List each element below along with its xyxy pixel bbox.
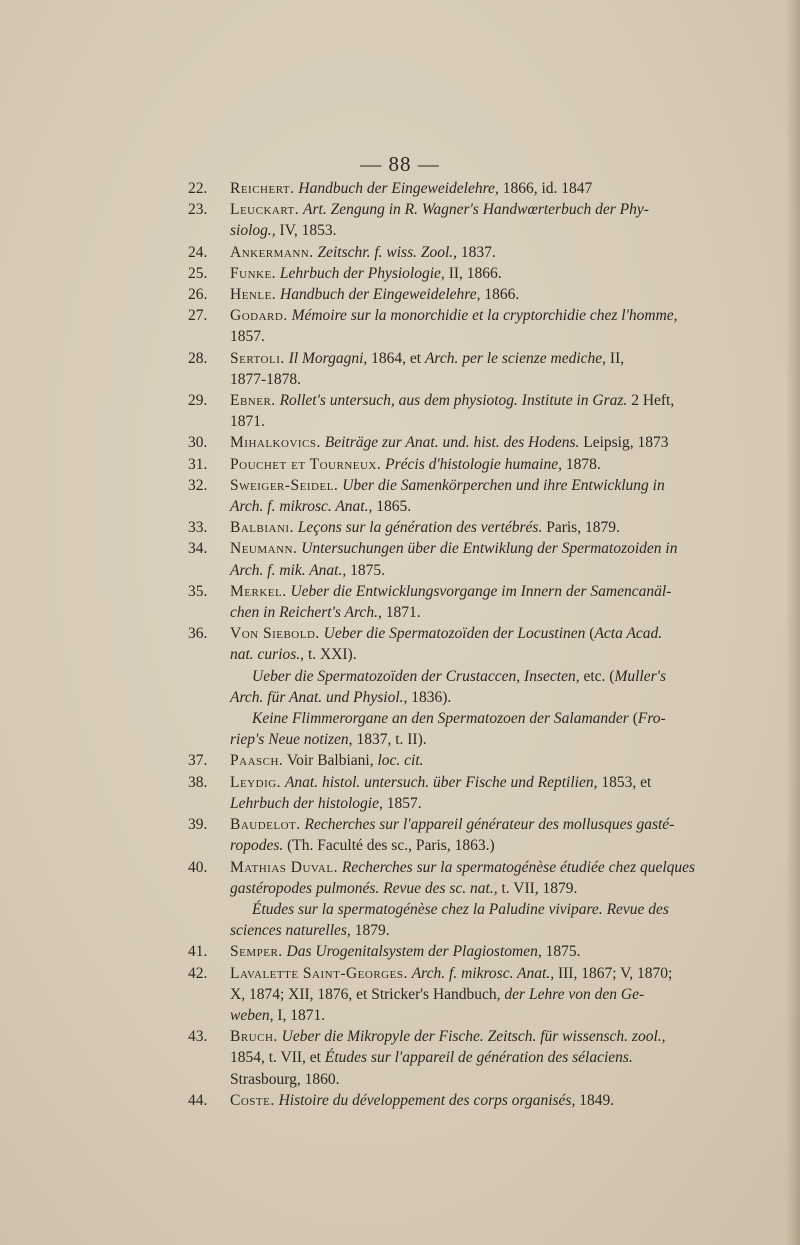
entry-publication: 1875. [346, 561, 385, 579]
entry-title: nat. curios., [230, 646, 305, 664]
entry-number: 42. [188, 964, 208, 982]
entry-title: chen in Reichert's Arch., [230, 604, 382, 622]
entry-publication: 1878. [561, 455, 601, 473]
entry-continuation-line [230, 878, 788, 899]
entry-title: Uber die Samenkörperchen und ihre Entwicklung in [342, 476, 665, 494]
bibliography-entry [188, 772, 788, 814]
entry-continuation-line [230, 220, 788, 241]
entry-title: Anat. histol. untersuch. über Fische und Reptilien, [284, 773, 598, 791]
entry-title: Muller's [614, 667, 666, 685]
entry-number: 36. [188, 625, 208, 643]
entry-publication: Voir Balbiani, [286, 752, 378, 770]
entry-title: Lehrbuch der Physiologie, [279, 264, 445, 282]
bibliography-entry [188, 432, 788, 453]
entry-publication: Leipsig, 1873 [579, 434, 669, 452]
entry-continuation-line [230, 602, 788, 623]
entry-line [230, 305, 788, 326]
entry-number: 22. [188, 180, 208, 197]
entry-title: Précis d'histologie humaine, [385, 455, 562, 473]
entry-author: Semper. [230, 943, 283, 961]
entry-title: siolog., [230, 222, 276, 240]
entry-author: Pouchet et Tourneux. [230, 455, 382, 473]
entry-line [230, 242, 788, 263]
entry-title: Arch. f. mik. Anat., [230, 561, 347, 579]
entry-publication: ( [585, 625, 595, 643]
entry-title: Études sur l'appareil de génération des sélaciens. [324, 1049, 633, 1067]
bibliography-entry [188, 178, 788, 199]
entry-title: Handbuch der Eingeweidelehre, [298, 180, 499, 197]
entry-number: 35. [188, 582, 208, 600]
bibliography-entry [188, 623, 788, 750]
bibliography-list [188, 178, 788, 1111]
entry-author: Sertoli. [230, 349, 285, 367]
entry-title: weben, [230, 1006, 274, 1024]
entry-continuation-line [230, 687, 788, 708]
entry-publication: 1836). [407, 688, 452, 706]
entry-title: Recherches sur l'appareil générateur des mollusques gasté- [304, 816, 675, 834]
bibliography-entry [188, 581, 788, 623]
entry-line [230, 963, 788, 984]
entry-publication: 1875. [541, 943, 581, 961]
entry-line [230, 263, 788, 284]
entry-publication: t. VII, 1879. [497, 879, 578, 897]
entry-title: Fro- [637, 710, 666, 728]
entry-title: loc. cit. [377, 752, 424, 770]
bibliography-entry [188, 814, 788, 856]
entry-line [230, 623, 788, 644]
entry-title: Arch. f. mikrosc. Anat., [230, 498, 373, 516]
entry-author: Coste. [230, 1091, 275, 1109]
entry-author: Henle. [230, 286, 277, 304]
entry-publication: 1866, id. 1847 [498, 180, 593, 197]
entry-number: 44. [188, 1091, 208, 1109]
entry-author: Ebner. [230, 392, 276, 410]
entry-author: Ankermann. [230, 243, 314, 261]
entry-publication: (Th. Faculté des sc., Paris, 1863.) [283, 837, 495, 855]
entry-publication: 1857. [382, 794, 422, 812]
page-edge-shadow [786, 0, 800, 1245]
entry-publication: ( [628, 710, 638, 728]
entry-line [230, 178, 788, 199]
entry-line [230, 390, 788, 411]
entry-continuation-line [230, 369, 788, 390]
entry-number: 30. [188, 434, 208, 452]
entry-number: 34. [188, 540, 208, 558]
entry-author: Von Siebold. [230, 625, 320, 643]
bibliography-entry [188, 857, 788, 942]
bibliography-entry [188, 284, 788, 305]
entry-title: Zeitschr. f. wiss. Zool., [317, 243, 458, 261]
entry-author: Paasch. [230, 752, 284, 770]
entry-continuation-line [230, 1005, 788, 1026]
entry-number: 38. [188, 773, 208, 791]
entry-publication: I, 1871. [273, 1006, 326, 1024]
bibliography-entry [188, 263, 788, 284]
entry-continuation-line [230, 729, 788, 750]
bibliography-entry [188, 517, 788, 538]
entry-number: 28. [188, 349, 208, 367]
entry-title: Arch. für Anat. und Physiol., [230, 688, 408, 706]
entry-line [230, 1090, 788, 1111]
entry-author: Mihalkovics. [230, 434, 321, 452]
entry-title: gastéropodes pulmonés. Revue des sc. nat., [230, 879, 498, 897]
entry-continuation-line [230, 560, 788, 581]
entry-title: Beiträge zur Anat. und. hist. des Hodens. [324, 434, 580, 452]
entry-author: Godard. [230, 307, 288, 325]
entry-publication: 1871. [381, 604, 421, 622]
bibliography-entry [188, 750, 788, 771]
entry-title: Arch. f. mikrosc. Anat., [411, 964, 555, 982]
bibliography-entry [188, 475, 788, 517]
entry-publication: 1837, t. II). [352, 731, 427, 749]
entry-line [230, 348, 788, 369]
entry-line [230, 814, 788, 835]
entry-publication: 1877-1878. [230, 370, 302, 388]
bibliography-entry [188, 390, 788, 432]
entry-number: 24. [188, 243, 208, 261]
entry-author: Mathias Duval. [230, 858, 338, 876]
entry-line [230, 857, 788, 878]
bibliography-entry [188, 305, 788, 347]
entry-title: Études sur la spermatogénèse chez la Paludine vivipare. Revue des [252, 900, 669, 918]
entry-title: Ueber die Mikropyle der Fische. Zeitsch. für wissensch. zool., [281, 1028, 666, 1046]
entry-number: 25. [188, 264, 208, 282]
entry-number: 33. [188, 519, 208, 537]
entry-author: Funke. [230, 264, 277, 282]
bibliography-entry [188, 242, 788, 263]
bibliography-entry [188, 199, 788, 241]
entry-title: Histoire du développement des corps organisés, [278, 1091, 576, 1109]
entry-publication: II, [606, 349, 625, 367]
entry-continuation-line [230, 708, 788, 729]
entry-number: 26. [188, 286, 208, 304]
entry-continuation-line [230, 793, 788, 814]
entry-number: 41. [188, 943, 208, 961]
entry-number: 29. [188, 392, 208, 410]
entry-title: Das Urogenitalsystem der Plagiostomen, [286, 943, 542, 961]
entry-author: Sweiger-Seidel. [230, 476, 339, 494]
bibliography-entry [188, 348, 788, 390]
entry-author: Balbiani. [230, 519, 294, 537]
entry-continuation-line [230, 835, 788, 856]
entry-title: riep's Neue notizen, [230, 731, 353, 749]
entry-line [230, 581, 788, 602]
entry-title: Il Morgagni, [288, 349, 368, 367]
entry-continuation-line [230, 1047, 788, 1068]
entry-continuation-line [230, 326, 788, 347]
bibliography-entry [188, 538, 788, 580]
bibliography-entry [188, 941, 788, 962]
entry-continuation-line [230, 411, 788, 432]
entry-publication: 1849. [575, 1091, 615, 1109]
entry-continuation-line [230, 920, 788, 941]
entry-number: 32. [188, 476, 208, 494]
entry-number: 23. [188, 201, 208, 219]
entry-line [230, 941, 788, 962]
entry-title: Leçons sur la génération des vertébrés. [297, 519, 543, 537]
entry-line [230, 432, 788, 453]
entry-author: Bruch. [230, 1028, 278, 1046]
entry-title: der Lehre von den Ge- [504, 985, 645, 1003]
entry-title: Handbuch der Eingeweidelehre, [280, 286, 481, 304]
entry-title: Acta Acad. [594, 625, 663, 643]
entry-publication: III, 1867; V, 1870; [554, 964, 673, 982]
entry-continuation-line [230, 644, 788, 665]
entry-number: 27. [188, 307, 208, 325]
entry-publication: 1854, t. VII, et [230, 1049, 325, 1067]
entry-line [230, 772, 788, 793]
entry-line [230, 517, 788, 538]
entry-title: Art. Zengung in R. Wagner's Handwœrterbuch der Phy- [303, 201, 649, 219]
entry-title: Rollet's untersuch, aus dem physiotog. Institute in Graz. [279, 392, 628, 410]
entry-author: Leydig. [230, 773, 282, 791]
entry-publication: II, 1866. [444, 264, 502, 282]
entry-author: Lavalette Saint-Georges. [230, 964, 408, 982]
entry-publication: 1857. [230, 328, 265, 346]
entry-publication: 1866. [480, 286, 520, 304]
entry-publication: 1871. [230, 413, 265, 431]
entry-publication: 1865. [372, 498, 412, 516]
entry-title: Keine Flimmerorgane an den Spermatozoen der Salamander [252, 710, 629, 728]
entry-line [230, 284, 788, 305]
entry-continuation-line [230, 666, 788, 687]
entry-line [230, 454, 788, 475]
entry-publication: 2 Heft, [627, 392, 675, 410]
entry-title: Ueber die Spermatozoïden der Locustinen [323, 625, 586, 643]
entry-publication: 1879. [350, 922, 390, 940]
entry-number: 43. [188, 1028, 208, 1046]
entry-author: Neumann. [230, 540, 298, 558]
entry-line [230, 199, 788, 220]
entry-publication: Paris, 1879. [542, 519, 620, 537]
entry-continuation-line [230, 496, 788, 517]
entry-title: Ueber die Spermatozoïden der Crustaccen, Insecten, [252, 667, 580, 685]
bibliography-entry [188, 1026, 788, 1090]
bibliography-entry [188, 454, 788, 475]
entry-continuation-line [230, 899, 788, 920]
entry-publication: X, 1874; XII, 1876, et Stricker's Handbuch, [230, 985, 505, 1003]
entry-line [230, 1026, 788, 1047]
entry-continuation-line [230, 1069, 788, 1090]
entry-title: ropodes. [230, 837, 284, 855]
entry-publication: 1864, et [367, 349, 425, 367]
entry-author: Reichert. [230, 180, 295, 197]
entry-publication: 1853, et [597, 773, 652, 791]
entry-publication: Strasbourg, 1860. [230, 1070, 340, 1088]
entry-title: Recherches sur la spermatogénèse étudiée chez quelques [341, 858, 696, 876]
entry-continuation-line [230, 984, 788, 1005]
entry-line [230, 750, 788, 771]
entry-author: Baudelot. [230, 816, 301, 834]
entry-number: 39. [188, 816, 208, 834]
entry-line [230, 475, 788, 496]
entry-publication: 1837. [457, 243, 496, 261]
entry-publication: etc. ( [579, 667, 615, 685]
entry-number: 37. [188, 752, 208, 770]
entry-title: Lehrbuch der histologie, [230, 794, 383, 812]
entry-number: 31. [188, 455, 208, 473]
entry-line [230, 538, 788, 559]
entry-title: Arch. per le scienze mediche, [424, 349, 607, 367]
entry-author: Merkel. [230, 582, 287, 600]
bibliography-entry [188, 1090, 788, 1111]
entry-title: Untersuchungen über die Entwiklung der Spermatozoiden in [301, 540, 678, 558]
entry-author: Leuckart. [230, 201, 300, 219]
bibliography-entry [188, 963, 788, 1027]
entry-publication: t. XXI). [304, 646, 357, 664]
entry-title: Mémoire sur la monorchidie et la cryptorchidie chez l'homme, [291, 307, 678, 325]
entry-title: sciences naturelles, [230, 922, 351, 940]
entry-title: Ueber die Entwicklungsvorgange im Innern der Samencanäl- [290, 582, 672, 600]
entry-number: 40. [188, 858, 208, 876]
entry-publication: IV, 1853. [275, 222, 337, 240]
page-number: — 88 — [360, 152, 440, 176]
